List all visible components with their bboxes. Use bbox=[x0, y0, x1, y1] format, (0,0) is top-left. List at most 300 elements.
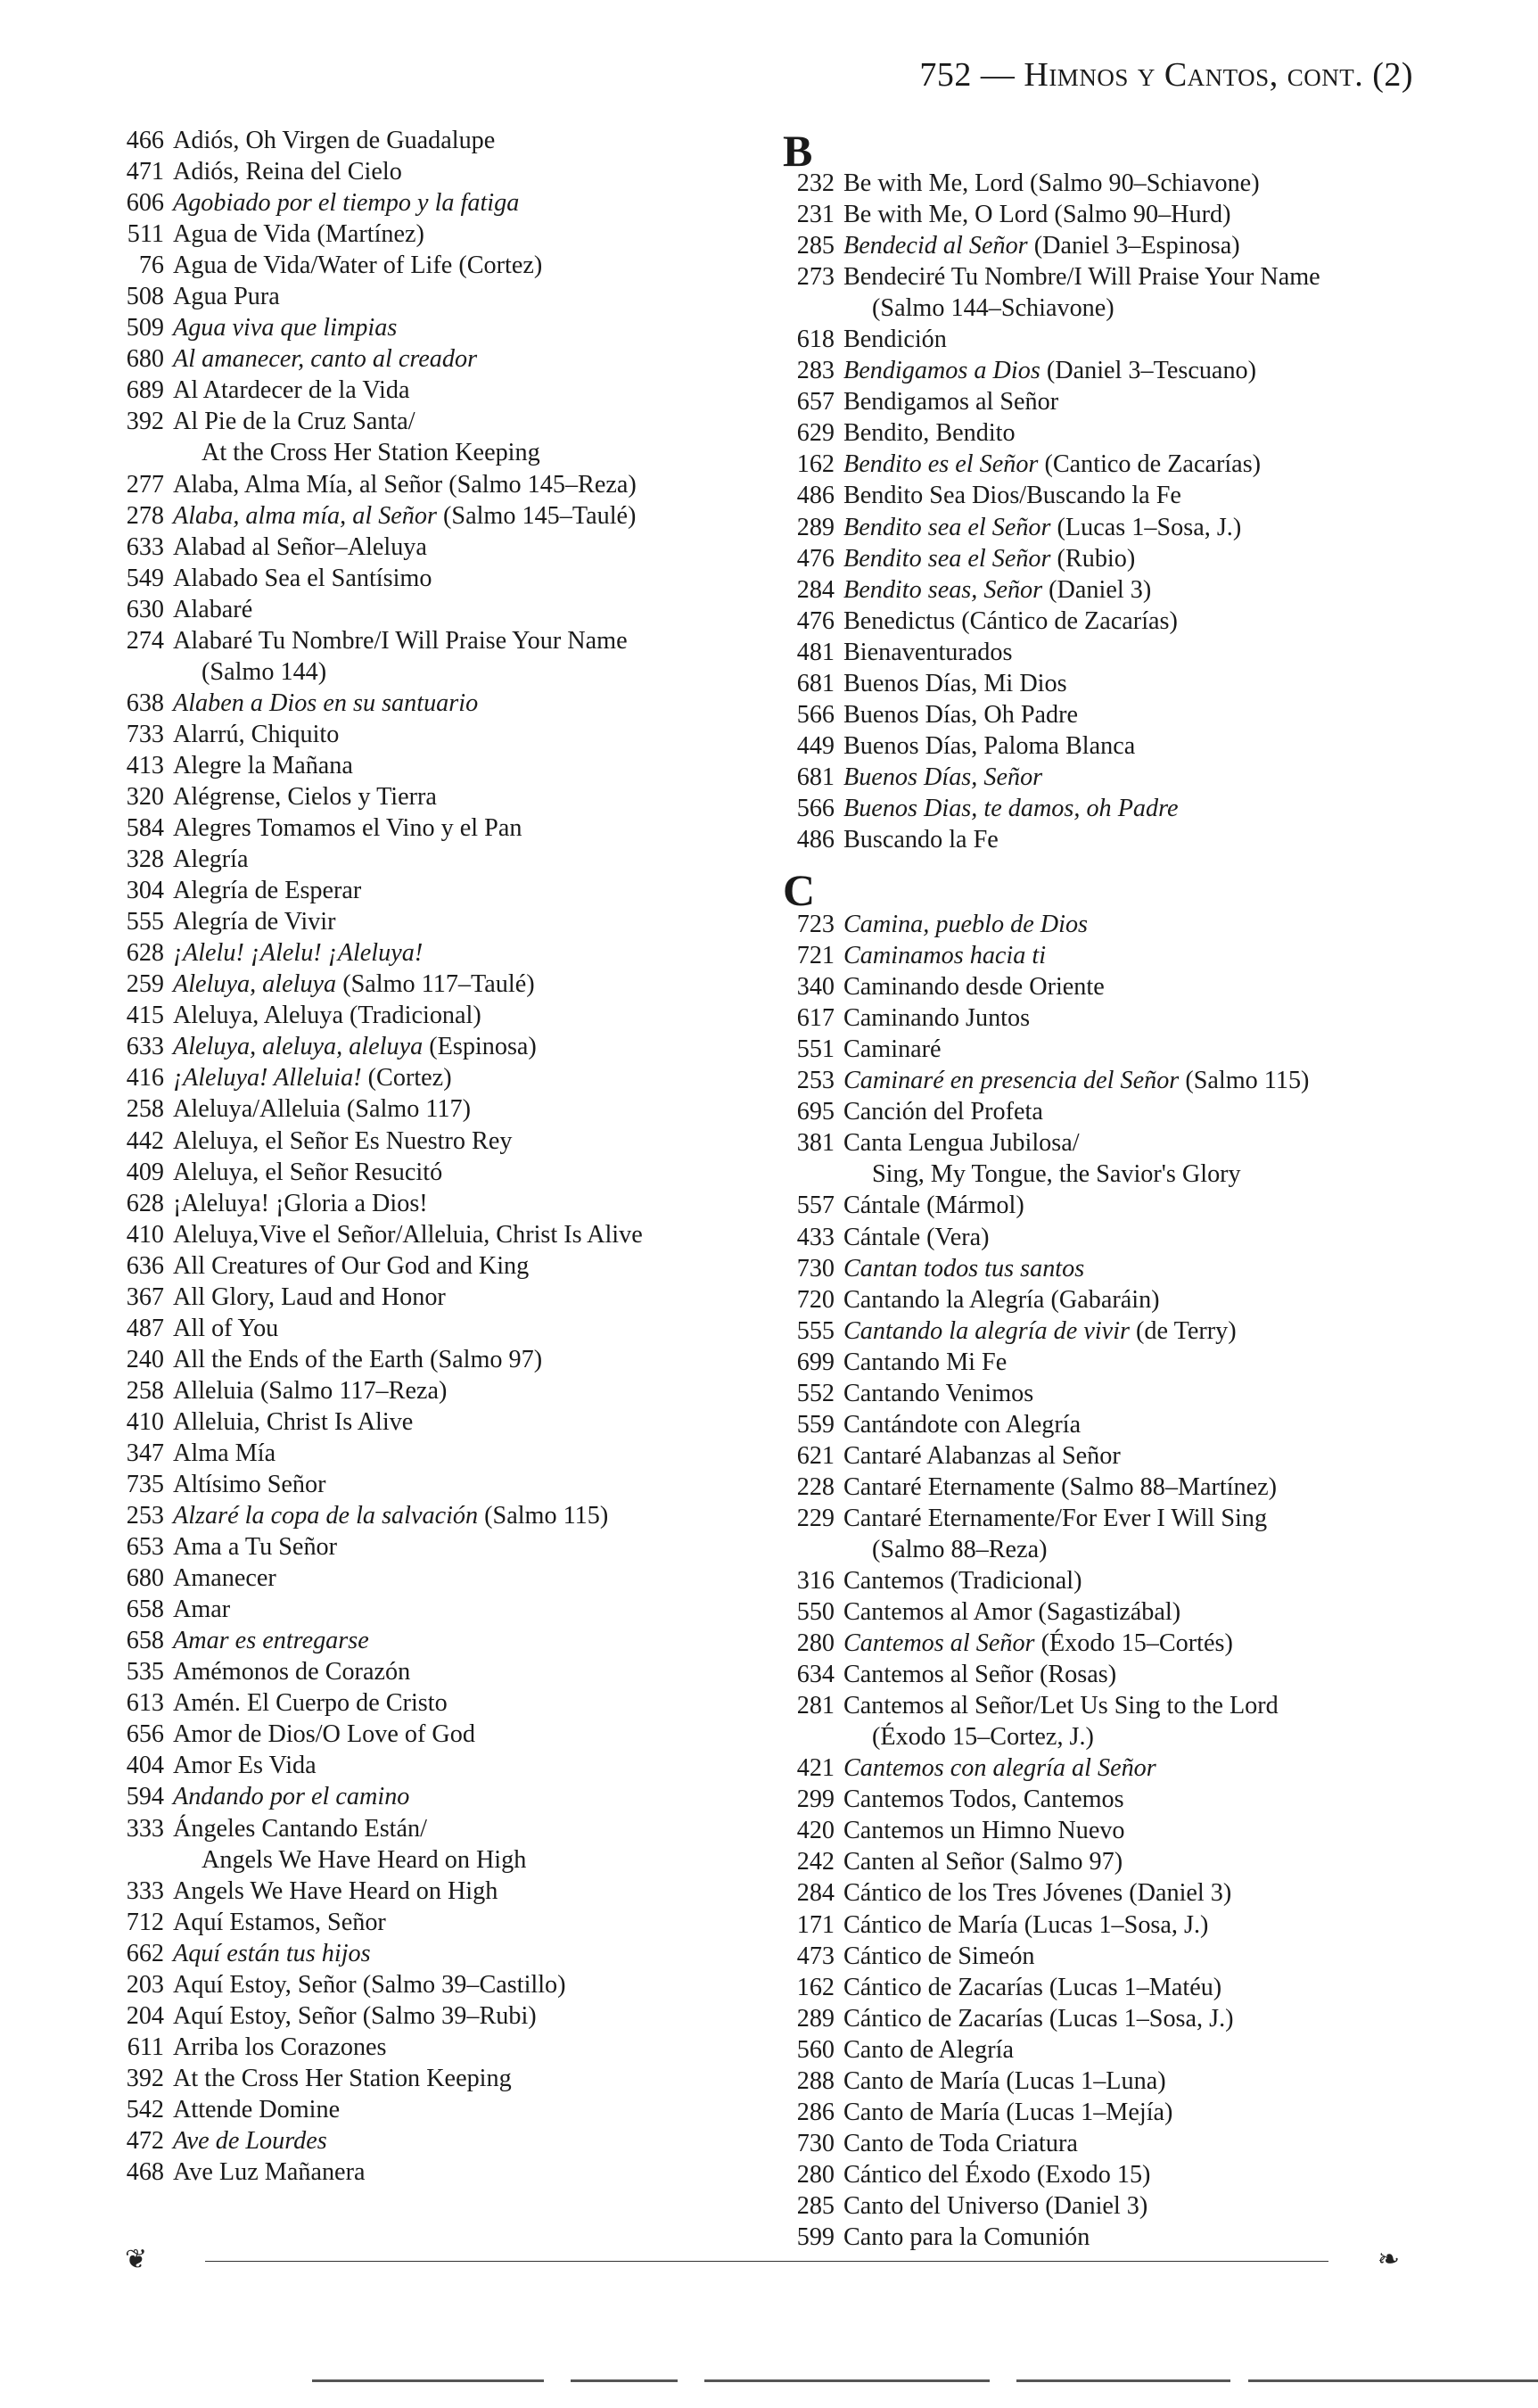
hymn-title bbox=[843, 1877, 1231, 1909]
hymn-number: 617 bbox=[796, 1004, 835, 1033]
hymn-number: 415 bbox=[126, 1002, 164, 1030]
index-entry bbox=[774, 1378, 1434, 1409]
hymn-number: 171 bbox=[796, 1910, 835, 1939]
hymn-title-text: Alma Mía bbox=[173, 1439, 276, 1467]
index-entry bbox=[107, 1969, 731, 2000]
hymn-title bbox=[843, 1440, 1121, 1472]
hymn-title-text: ¡Aleluya! ¡Gloria a Dios! bbox=[173, 1189, 428, 1217]
hymn-title bbox=[173, 375, 409, 406]
hymn-title-italic: Bendito es el Señor bbox=[843, 450, 1039, 479]
hymn-title bbox=[843, 1347, 1007, 1378]
hymn-title bbox=[173, 1093, 471, 1125]
hymn-title bbox=[843, 1472, 1277, 1503]
hymn-title-italic: Bendito sea el Señor bbox=[843, 544, 1051, 573]
index-entry bbox=[774, 637, 1434, 668]
hymn-number: 555 bbox=[126, 908, 164, 936]
index-entry bbox=[107, 1031, 731, 1062]
hymn-title bbox=[173, 500, 636, 532]
hymn-title bbox=[173, 1531, 337, 1563]
hymn-number: 662 bbox=[126, 1939, 164, 1967]
hymn-title bbox=[843, 762, 1042, 793]
index-entry bbox=[107, 563, 731, 594]
hymn-title-text: Buenos Días, Oh Padre bbox=[843, 700, 1079, 729]
hymn-title-text: Cantándote con Alegría bbox=[843, 1410, 1082, 1439]
hymn-title bbox=[173, 1813, 427, 1844]
hymn-number: 542 bbox=[126, 2095, 164, 2123]
hymn-number: 476 bbox=[796, 606, 835, 635]
hymn-title-text: Alabado Sea el Santísimo bbox=[173, 564, 432, 592]
hymn-title bbox=[173, 125, 495, 156]
hymn-title-text: Altísimo Señor bbox=[173, 1471, 326, 1499]
hymn-title bbox=[173, 937, 423, 969]
page-header: 752 — Himnos y Cantos, cont. (2) bbox=[919, 56, 1413, 94]
hymn-title-italic: Bendecid al Señor bbox=[843, 232, 1028, 260]
hymn-title bbox=[843, 1846, 1123, 1877]
hymn-number: 695 bbox=[796, 1098, 835, 1126]
index-entry bbox=[774, 168, 1434, 199]
index-entry bbox=[774, 1565, 1434, 1596]
hymn-title bbox=[173, 1594, 230, 1625]
hymn-number: 278 bbox=[126, 501, 164, 530]
hymn-number: 613 bbox=[126, 1689, 164, 1718]
hymn-title-text: Cántale (Vera) bbox=[843, 1223, 990, 1251]
hymn-number: 634 bbox=[796, 1661, 835, 1689]
index-entry bbox=[107, 1000, 731, 1031]
index-entry bbox=[774, 1315, 1434, 1347]
hymn-title bbox=[173, 406, 415, 437]
hymn-number: 240 bbox=[126, 1345, 164, 1373]
hymn-title-text: Aleluya, Aleluya (Tradicional) bbox=[173, 1002, 481, 1030]
hymn-title bbox=[843, 1628, 1233, 1659]
hymn-title-text: Cantemos Todos, Cantemos bbox=[843, 1785, 1124, 1814]
hymn-number: 367 bbox=[126, 1282, 164, 1311]
hymn-title-text: (Cantico de Zacarías) bbox=[1038, 450, 1262, 479]
hymn-title-italic: Caminamos hacia ti bbox=[843, 942, 1047, 970]
hymn-title-text: Ama a Tu Señor bbox=[173, 1533, 338, 1562]
hymn-title bbox=[843, 230, 1240, 261]
hymn-title-text: Cantemos al Amor (Sagastizábal) bbox=[843, 1598, 1181, 1627]
index-entry bbox=[107, 156, 731, 187]
left-column bbox=[107, 125, 731, 2188]
hymn-title-text: Cántico de Zacarías (Lucas 1–Matéu) bbox=[843, 1973, 1222, 2001]
hymn-title bbox=[173, 2125, 327, 2156]
hymn-title bbox=[843, 606, 1178, 637]
hymn-title-text: Al Atardecer de la Vida bbox=[173, 376, 410, 405]
hymn-number: 421 bbox=[796, 1754, 835, 1783]
hymn-title-italic: ¡Alelu! ¡Alelu! ¡Aleluya! bbox=[173, 939, 424, 968]
hymn-title-text: Cantemos un Himno Nuevo bbox=[843, 1817, 1125, 1845]
index-entry bbox=[774, 2097, 1434, 2128]
hymn-title-text: Alégrense, Cielos y Tierra bbox=[173, 782, 437, 811]
index-entry bbox=[107, 1438, 731, 1469]
hymn-number: 628 bbox=[126, 1189, 164, 1217]
index-entry bbox=[774, 1659, 1434, 1690]
hymn-title bbox=[173, 1344, 542, 1375]
hymn-title-italic: Buenos Dias, te damos, oh Padre bbox=[843, 794, 1179, 822]
hymn-title-text: Adiós, Oh Virgen de Guadalupe bbox=[173, 127, 496, 154]
hymn-number: 606 bbox=[126, 189, 164, 218]
index-entry bbox=[774, 2222, 1434, 2253]
hymn-title bbox=[843, 168, 1260, 199]
hymn-title bbox=[173, 312, 397, 343]
hymn-title bbox=[173, 844, 249, 875]
index-entry bbox=[107, 1938, 731, 1969]
hymn-title-text: (Daniel 3) bbox=[1042, 575, 1152, 604]
hymn-number: 471 bbox=[126, 158, 164, 186]
hymn-title bbox=[843, 355, 1256, 386]
hymn-title-italic: Camina, pueblo de Dios bbox=[843, 911, 1089, 939]
index-entry bbox=[774, 1253, 1434, 1284]
hymn-number: 258 bbox=[126, 1376, 164, 1405]
hymn-title-continuation: (Salmo 144–Schiavone) bbox=[872, 294, 1114, 323]
index-entry bbox=[107, 1687, 731, 1719]
hymn-title bbox=[173, 1656, 410, 1687]
hymn-title bbox=[173, 1625, 369, 1656]
hymn-number: 599 bbox=[796, 2223, 835, 2251]
hymn-title bbox=[843, 793, 1179, 824]
hymn-title bbox=[843, 1065, 1309, 1096]
hymn-title-text: All the Ends of the Earth (Salmo 97) bbox=[173, 1345, 543, 1373]
hymn-title-italic: Cantan todos tus santos bbox=[843, 1254, 1085, 1282]
hymn-number: 410 bbox=[126, 1220, 164, 1249]
hymn-title bbox=[173, 1876, 498, 1907]
index-entry bbox=[107, 906, 731, 937]
hymn-title-text: (Éxodo 15–Cortés) bbox=[1034, 1629, 1233, 1658]
hymn-title bbox=[173, 1000, 481, 1031]
hymn-title bbox=[843, 574, 1151, 606]
hymn-title bbox=[173, 2063, 512, 2094]
hymn-number: 280 bbox=[796, 1629, 835, 1658]
hymn-title-text: Alegría de Esperar bbox=[173, 877, 362, 905]
hymn-title bbox=[173, 969, 535, 1000]
index-entry bbox=[774, 940, 1434, 971]
hymn-number: 416 bbox=[126, 1064, 164, 1093]
hymn-title bbox=[173, 469, 637, 500]
hymn-number: 549 bbox=[126, 564, 164, 592]
index-entry bbox=[774, 355, 1434, 386]
hymn-title-text: Aquí Estamos, Señor bbox=[173, 1908, 386, 1936]
hymn-number: 611 bbox=[127, 2033, 164, 2061]
hymn-number: 333 bbox=[126, 1876, 164, 1905]
index-entry bbox=[774, 1034, 1434, 1065]
hymn-title bbox=[173, 1062, 452, 1093]
hymn-title bbox=[843, 2097, 1172, 2128]
section-letter-c: C bbox=[783, 865, 816, 916]
hymn-title bbox=[173, 625, 628, 656]
hymn-number: 328 bbox=[126, 845, 164, 874]
hymn-title bbox=[843, 824, 999, 855]
hymn-title bbox=[173, 1406, 413, 1438]
hymn-title bbox=[843, 668, 1067, 699]
index-entry bbox=[774, 1440, 1434, 1472]
hymn-title bbox=[173, 2032, 387, 2063]
hymn-title bbox=[173, 1157, 442, 1188]
hymn-title-text: Buenos Días, Mi Dios bbox=[843, 669, 1067, 697]
index-entry bbox=[774, 606, 1434, 637]
hymn-title-italic: Alaba, alma mía, al Señor bbox=[173, 501, 437, 530]
hymn-title bbox=[843, 199, 1231, 230]
scan-mark bbox=[571, 2379, 678, 2382]
index-entry bbox=[107, 500, 731, 532]
index-entry bbox=[107, 532, 731, 563]
hymn-title-continuation: (Salmo 88–Reza) bbox=[872, 1535, 1048, 1563]
hymn-title bbox=[173, 750, 353, 781]
hymn-title-italic: Ave de Lourdes bbox=[173, 2127, 327, 2155]
hymn-title-continuation: Sing, My Tongue, the Savior's Glory bbox=[872, 1160, 1241, 1189]
hymn-title bbox=[173, 281, 280, 312]
hymn-number: 253 bbox=[796, 1067, 835, 1095]
hymn-number: 340 bbox=[796, 973, 835, 1002]
hymn-title bbox=[843, 1752, 1156, 1784]
hymn-number: 680 bbox=[126, 345, 164, 374]
index-entry bbox=[107, 1126, 731, 1157]
hymn-title bbox=[843, 1909, 1208, 1941]
hymn-title-text: Alegría bbox=[173, 845, 249, 874]
hymn-title bbox=[843, 637, 1012, 668]
hymn-title bbox=[173, 719, 339, 750]
hymn-title-text: Buscando la Fe bbox=[843, 825, 999, 854]
hymn-number: 316 bbox=[796, 1567, 835, 1596]
index-entry bbox=[107, 937, 731, 969]
hymn-number: 681 bbox=[796, 669, 835, 697]
index-entry bbox=[107, 1531, 731, 1563]
index-entry bbox=[107, 1062, 731, 1093]
hymn-number: 555 bbox=[796, 1316, 835, 1345]
hymn-title-text: Cantemos (Tradicional) bbox=[843, 1567, 1082, 1596]
index-entry bbox=[774, 824, 1434, 855]
hymn-title-text: Alabaré Tu Nombre/I Will Praise Your Name bbox=[173, 626, 628, 655]
index-entry bbox=[774, 1972, 1434, 2003]
index-entry bbox=[774, 1002, 1434, 1034]
hymn-number: 288 bbox=[796, 2066, 835, 2095]
hymn-title bbox=[843, 1941, 1035, 1972]
hymn-title-text: Canta Lengua Jubilosa/ bbox=[843, 1129, 1080, 1158]
left-entry-list bbox=[107, 125, 731, 2188]
hymn-title bbox=[843, 1253, 1084, 1284]
hymn-number: 730 bbox=[796, 1254, 835, 1282]
hymn-title bbox=[173, 1781, 409, 1812]
hymn-title-italic: Bendito seas, Señor bbox=[843, 575, 1043, 604]
hymn-title bbox=[173, 812, 522, 844]
hymn-title bbox=[843, 2066, 1166, 2097]
hymn-title bbox=[843, 971, 1105, 1002]
hymn-title-text: Canto de Toda Criatura bbox=[843, 2129, 1078, 2157]
hymn-title-text: Alegres Tomamos el Vino y el Pan bbox=[173, 814, 522, 843]
hymn-title-text: Cantando la Alegría (Gabaráin) bbox=[843, 1285, 1160, 1314]
index-entry bbox=[107, 719, 731, 750]
index-entry bbox=[774, 2066, 1434, 2097]
hymn-title-italic: Bendito sea el Señor bbox=[843, 513, 1051, 541]
hymn-title-italic: Alaben a Dios en su santuario bbox=[173, 689, 479, 717]
hymn-number: 689 bbox=[126, 376, 164, 405]
hymn-title-text: Amémonos de Corazón bbox=[173, 1658, 411, 1686]
index-entry bbox=[107, 1313, 731, 1344]
index-entry bbox=[107, 1656, 731, 1687]
index-entry bbox=[774, 730, 1434, 762]
hymn-title-text: Canto de Alegría bbox=[843, 2035, 1014, 2064]
hymn-number: 633 bbox=[126, 532, 164, 561]
hymn-title bbox=[173, 1282, 446, 1313]
hymn-title bbox=[843, 2034, 1014, 2066]
hymn-title-italic: Cantando la alegría de vivir bbox=[843, 1316, 1130, 1345]
hymn-title bbox=[173, 1250, 529, 1282]
hymn-number: 253 bbox=[126, 1502, 164, 1530]
hymn-title-text: Buenos Días, Paloma Blanca bbox=[843, 731, 1136, 760]
hymn-number: 550 bbox=[796, 1598, 835, 1627]
hymn-title bbox=[843, 261, 1320, 293]
hymn-title-text: Aleluya, el Señor Es Nuestro Rey bbox=[173, 1126, 513, 1155]
hymn-title bbox=[843, 1222, 990, 1253]
index-entry bbox=[107, 1469, 731, 1500]
hymn-title-text: Bendeciré Tu Nombre/I Will Praise Your Name bbox=[843, 263, 1320, 292]
hymn-title-italic: Al amanecer, canto al creador bbox=[173, 345, 478, 374]
hymn-title-italic: Bendigamos a Dios bbox=[843, 357, 1040, 385]
hymn-title bbox=[843, 324, 947, 355]
hymn-title-text: All Glory, Laud and Honor bbox=[173, 1282, 446, 1311]
hymn-title bbox=[843, 940, 1046, 971]
hymn-number: 594 bbox=[126, 1783, 164, 1811]
hymn-title-italic: ¡Aleluya! Alleluia! bbox=[173, 1064, 362, 1093]
hymn-title-text: Cantemos al Señor/Let Us Sing to the Lord bbox=[843, 1692, 1279, 1720]
index-entry bbox=[107, 812, 731, 844]
hymn-number: 653 bbox=[126, 1533, 164, 1562]
index-entry bbox=[107, 469, 731, 500]
index-entry bbox=[107, 375, 731, 406]
index-entry bbox=[774, 1690, 1434, 1721]
hymn-title-text: Caminando desde Oriente bbox=[843, 973, 1105, 1002]
hymn-title-text: Alleluia (Salmo 117–Reza) bbox=[173, 1376, 448, 1405]
index-entry bbox=[774, 230, 1434, 261]
hymn-title bbox=[173, 187, 519, 219]
hymn-title bbox=[843, 2190, 1147, 2222]
index-entry bbox=[107, 625, 731, 656]
hymn-title bbox=[173, 1031, 537, 1062]
hymn-number: 629 bbox=[796, 419, 835, 448]
hymn-number: 320 bbox=[126, 782, 164, 811]
hymn-title bbox=[173, 781, 437, 812]
hymn-title-text: Caminando Juntos bbox=[843, 1004, 1031, 1033]
right-ornament-icon: ❧ bbox=[1377, 2245, 1400, 2274]
index-entry bbox=[107, 1876, 731, 1907]
hymn-title-text: All Creatures of Our God and King bbox=[173, 1251, 530, 1280]
hymn-title-italic: Buenos Días, Señor bbox=[843, 763, 1043, 791]
hymn-number: 381 bbox=[796, 1129, 835, 1158]
hymn-title-text: Canción del Profeta bbox=[843, 1098, 1043, 1126]
index-entry bbox=[774, 909, 1434, 940]
hymn-number: 442 bbox=[126, 1126, 164, 1155]
index-entry bbox=[774, 762, 1434, 793]
hymn-title-text: Bienaventurados bbox=[843, 638, 1013, 666]
hymn-title-text: Alaba, Alma Mía, al Señor (Salmo 145–Reza) bbox=[173, 470, 637, 499]
hymn-number: 658 bbox=[126, 1627, 164, 1655]
hymn-number: 392 bbox=[126, 408, 164, 436]
index-entry bbox=[774, 1190, 1434, 1221]
hymn-number: 284 bbox=[796, 1879, 835, 1908]
hymn-title bbox=[173, 594, 252, 625]
hymn-number: 274 bbox=[126, 626, 164, 655]
hymn-number: 409 bbox=[126, 1158, 164, 1186]
hymn-title bbox=[843, 2222, 1090, 2253]
hymn-title-text: Aleluya/Alleluia (Salmo 117) bbox=[173, 1095, 471, 1124]
hymn-title bbox=[843, 480, 1181, 511]
hymn-number: 229 bbox=[796, 1504, 835, 1532]
hymn-title-text: (Rubio) bbox=[1050, 544, 1136, 573]
index-entry bbox=[107, 2094, 731, 2125]
hymn-title bbox=[843, 386, 1058, 417]
hymn-title-text: Adiós, Reina del Cielo bbox=[173, 158, 402, 186]
hymn-title bbox=[843, 2128, 1078, 2159]
hymn-title-text: Cántico de Simeón bbox=[843, 1942, 1035, 1970]
hymn-title-text: Bendito Sea Dios/Buscando la Fe bbox=[843, 482, 1181, 510]
hymn-number: 636 bbox=[126, 1251, 164, 1280]
scan-mark bbox=[1016, 2379, 1230, 2382]
hymn-number: 277 bbox=[126, 470, 164, 499]
hymn-title bbox=[173, 1469, 325, 1500]
hymn-title-text: Alabaré bbox=[173, 595, 253, 623]
index-entry bbox=[107, 1750, 731, 1781]
index-entry bbox=[774, 2128, 1434, 2159]
hymn-title bbox=[173, 2000, 537, 2032]
hymn-title-text: Amanecer bbox=[173, 1564, 276, 1593]
hymn-number: 449 bbox=[796, 731, 835, 760]
hymn-title-text: Be with Me, O Lord (Salmo 90–Hurd) bbox=[843, 201, 1231, 229]
hymn-title-text: Alegre la Mañana bbox=[173, 751, 353, 779]
index-entry bbox=[774, 668, 1434, 699]
scan-mark bbox=[704, 2379, 990, 2382]
hymn-title bbox=[843, 1815, 1125, 1846]
hymn-title bbox=[843, 699, 1078, 730]
hymn-title-italic: Alzaré la copa de la salvación bbox=[173, 1502, 479, 1530]
hymn-title-text: Cantando Venimos bbox=[843, 1379, 1034, 1407]
hymn-title-text: Alegría de Vivir bbox=[173, 908, 336, 936]
hymn-title-text: Canto de María (Lucas 1–Mejía) bbox=[843, 2098, 1173, 2126]
hymn-number: 699 bbox=[796, 1348, 835, 1376]
index-entry bbox=[774, 1222, 1434, 1253]
hymn-number: 420 bbox=[796, 1817, 835, 1845]
index-entry bbox=[107, 1375, 731, 1406]
index-entry bbox=[107, 1344, 731, 1375]
hymn-title-text: Cántale (Mármol) bbox=[843, 1192, 1024, 1220]
right-column bbox=[774, 125, 1434, 2253]
hymn-title bbox=[843, 1127, 1080, 1159]
hymn-title-text: (Daniel 3–Espinosa) bbox=[1027, 232, 1240, 260]
hymn-title-text: Ángeles Cantando Están/ bbox=[173, 1814, 427, 1843]
hymn-title bbox=[173, 906, 336, 937]
hymn-title-text: At the Cross Her Station Keeping bbox=[173, 2064, 512, 2092]
hymn-number: 231 bbox=[796, 201, 835, 229]
hymn-title-italic: Agobiado por el tiempo y la fatiga bbox=[173, 189, 520, 218]
hymn-number: 511 bbox=[127, 220, 164, 249]
hymn-number: 203 bbox=[126, 1970, 164, 1999]
index-entry bbox=[774, 793, 1434, 824]
hymn-title-continuation: (Salmo 144) bbox=[202, 657, 327, 686]
index-entry bbox=[107, 2156, 731, 2188]
hymn-title bbox=[843, 1565, 1082, 1596]
hymn-number: 466 bbox=[126, 127, 164, 154]
index-entry bbox=[107, 1813, 731, 1844]
hymn-title-text: Canto para la Comunión bbox=[843, 2223, 1090, 2251]
index-entry bbox=[107, 1500, 731, 1531]
hymn-title-text: Benedictus (Cántico de Zacarías) bbox=[843, 606, 1178, 635]
c-entry-list bbox=[774, 909, 1434, 2253]
hymn-title bbox=[843, 1284, 1160, 1315]
hymn-title bbox=[173, 2156, 365, 2188]
hymn-title-text: Cantaré Alabanzas al Señor bbox=[843, 1441, 1121, 1470]
hymn-title-text: (Salmo 145–Taulé) bbox=[436, 501, 637, 530]
hymn-number: 486 bbox=[796, 825, 835, 854]
footer-rule bbox=[125, 2245, 1400, 2274]
hymn-title bbox=[843, 1378, 1033, 1409]
